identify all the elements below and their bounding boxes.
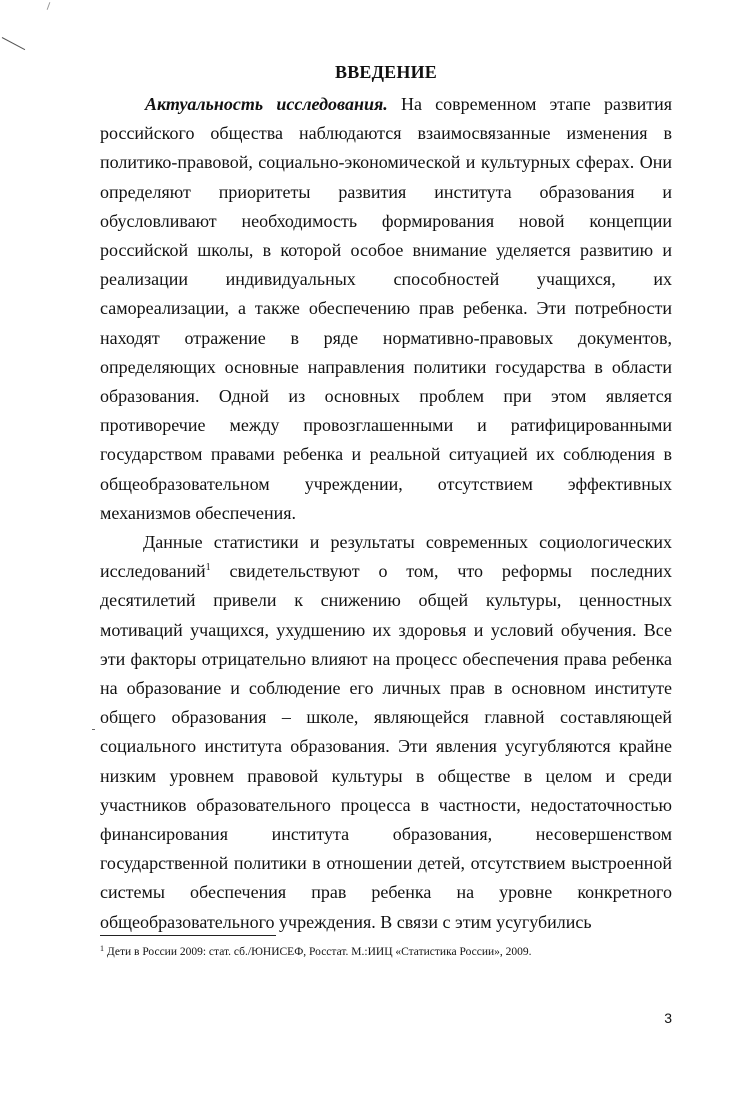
paragraph	[100, 90, 672, 528]
footnote-text: Дети в России 2009: стат. сб./ЮНИСЕФ, Росстат. М.:ИИЦ «Статистика России», 2009.	[104, 946, 532, 958]
paragraph	[100, 528, 672, 937]
footnote-reference: 1	[205, 562, 211, 574]
footnote-marker: 1	[100, 944, 104, 953]
paragraph-text: На современном этапе развития российского общества наблюдаются взаимосвязанные изменения в политико-правовой, социально-экономической и культурных сферах. Они определяют приоритеты развития института образования и обусловливают необходимость формирования новой концепции российской школы, в которой особое внимание уделяется развитию и реализации индивидуальных способностей учащихся, их самореализации, а также обеспечению прав ребенка. Эти потребности находят отражение в ряде нормативно-правовых документов, определяющих основные направления политики государства в области образования. Одной из основных проблем при этом является противоречие между провозглашенными и ратифицированными государством правами ребенка и реальной ситуацией их соблюдения в общеобразовательном учреждении, отсутствием эффективных механизмов обеспечения.	[100, 94, 673, 523]
scan-artifact-mark	[2, 37, 25, 50]
footnote-divider	[100, 935, 276, 936]
body-text	[100, 90, 672, 937]
paragraph-text: Данные статистики и результаты современных социологических исследований	[100, 532, 672, 582]
paragraph-text: свидетельствуют о том, что реформы последних десятилетий привели к снижению общей культуры, ценностных мотиваций учащихся, ухудшению их здоровья и условий обучения. Все эти факторы отрицательно влияют на процесс обеспечения права ребенка на образование и соблюдение его личных прав в основном институте общего образования – школе, являющейся главной составляющей социального института образования. Эти явления усугубляются крайне низким уровнем правовой культуры в обществе в целом и среди участников образовательного процесса в частности, недостаточностью финансирования института образования, несовершенством государственной политики в отношении детей, отсутствием выстроенной системы обеспечения прав ребенка на уровне конкретного общеобразовательного учреждения. В связи с этим усугубились	[100, 561, 672, 932]
scan-artifact-mark	[47, 2, 51, 10]
footnote	[100, 945, 672, 960]
page-heading: ВВЕДЕНИЕ	[334, 62, 437, 82]
scan-artifact-dot	[92, 729, 95, 730]
page-number: 3	[664, 1010, 672, 1026]
paragraph-lead: Актуальность исследования.	[145, 94, 388, 114]
